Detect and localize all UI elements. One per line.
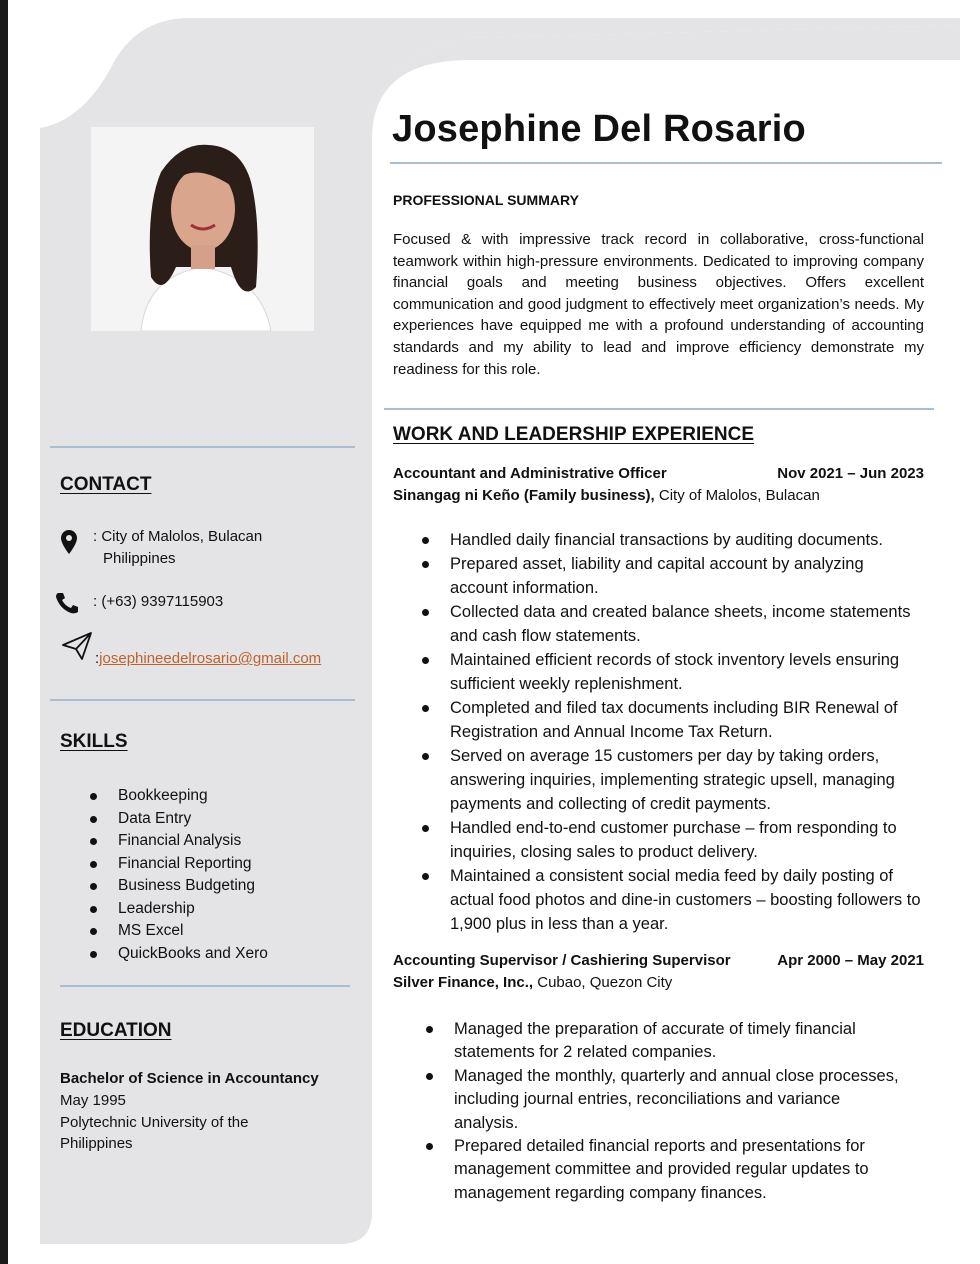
- profile-photo: [91, 127, 314, 331]
- list-item: Maintained a consistent social media feed by daily posting of actual food photos and dine-in customers – boosting followers to 1,900 plus in less than a year.: [422, 864, 922, 936]
- email-prefix: :: [95, 650, 100, 667]
- skill-item: QuickBooks and Xero: [90, 943, 268, 966]
- job-2-title: Accounting Supervisor / Cashiering Supervisor: [393, 952, 731, 969]
- skill-item: Business Budgeting: [90, 875, 268, 898]
- email-row: [95, 648, 321, 670]
- education-degree: Bachelor of Science in Accountancy: [60, 1070, 319, 1087]
- job-1-dates: Nov 2021 – Jun 2023: [777, 465, 924, 482]
- skills-list: [90, 785, 268, 965]
- skill-item: Data Entry: [90, 808, 268, 831]
- email-link[interactable]: josephineedelrosario@gmail.com: [99, 650, 322, 667]
- candidate-name: Josephine Del Rosario: [392, 108, 806, 150]
- skills-rule: [50, 699, 355, 701]
- education-school-line1: Polytechnic University of the: [60, 1113, 249, 1131]
- list-item: Managed the preparation of accurate of timely financial statements for 2 related companies.: [426, 1018, 906, 1065]
- job-2-company-row: [393, 974, 672, 991]
- education-heading: EDUCATION: [60, 1020, 172, 1041]
- job-1-title: Accountant and Administrative Officer: [393, 465, 667, 482]
- summary-heading: PROFESSIONAL SUMMARY: [393, 192, 579, 208]
- list-item: Served on average 15 customers per day by taking orders, answering inquiries, implementing strategic upsell, managing payments and collecting of credit payments.: [422, 744, 922, 816]
- job-1-company: Sinangag ni Keño (Family business),: [393, 487, 655, 504]
- summary-text: Focused & with impressive track record in collaborative, cross-functional teamwork within high-pressure environments. Dedicated to improving company financial goals and meeting business objectives. Offers excellent communication and good judgment to effectively meet organization’s needs. My experiences have equipped me with a profound understanding of accounting standards and my ability to lead and improve efficiency demonstrate my readiness for this role.: [393, 231, 924, 378]
- contact-rule: [50, 446, 355, 448]
- phone: : (+63) 9397115903: [93, 593, 224, 610]
- list-item: Completed and filed tax documents including BIR Renewal of Registration and Annual Income Tax Return.: [422, 696, 922, 744]
- location-pin-icon: [61, 530, 77, 554]
- contact-heading: CONTACT: [60, 474, 152, 495]
- skill-item: Financial Reporting: [90, 853, 268, 876]
- job-1-company-row: [393, 487, 820, 504]
- name-rule: [390, 162, 942, 164]
- job-1-bullets: [422, 528, 922, 936]
- address: [93, 526, 262, 570]
- job-2-title-row: [393, 952, 924, 969]
- phone-icon: [55, 592, 79, 614]
- skills-heading: SKILLS: [60, 731, 128, 752]
- skill-item: MS Excel: [90, 920, 268, 943]
- address-line2: Philippines: [103, 550, 176, 567]
- list-item: Prepared detailed financial reports and presentations for management committee and provided regular updates to management regarding company finances.: [426, 1135, 906, 1205]
- list-item: Managed the monthly, quarterly and annual close processes, including journal entries, reconciliations and variance analysis.: [426, 1065, 906, 1135]
- job-1-title-row: [393, 465, 924, 482]
- education-rule: [60, 985, 350, 987]
- paper-plane-icon: [62, 632, 92, 660]
- education-school-line2: Philippines: [60, 1135, 133, 1153]
- education-entry: [60, 1068, 319, 1155]
- job-2-dates: Apr 2000 – May 2021: [777, 952, 924, 969]
- skill-item: Bookkeeping: [90, 785, 268, 808]
- job-1-location: City of Malolos, Bulacan: [654, 487, 820, 504]
- address-line1: : City of Malolos, Bulacan: [93, 528, 263, 545]
- list-item: Prepared asset, liability and capital account by analyzing account information.: [422, 552, 922, 600]
- list-item: Handled daily financial transactions by auditing documents.: [422, 528, 922, 552]
- education-date: May 1995: [60, 1091, 126, 1109]
- experience-heading: WORK AND LEADERSHIP EXPERIENCE: [393, 424, 755, 445]
- job-2-location: Cubao, Quezon City: [533, 974, 673, 991]
- job-2-bullets: [426, 1018, 906, 1205]
- job-2-company: Silver Finance, Inc.,: [393, 974, 534, 991]
- list-item: Maintained efficient records of stock inventory levels ensuring sufficient weekly replenishment.: [422, 648, 922, 696]
- skill-item: Leadership: [90, 898, 268, 921]
- list-item: Handled end-to-end customer purchase – from responding to inquiries, closing sales to product delivery.: [422, 816, 922, 864]
- list-item: Collected data and created balance sheets, income statements and cash flow statements.: [422, 600, 922, 648]
- summary-rule: [384, 408, 934, 410]
- skill-item: Financial Analysis: [90, 830, 268, 853]
